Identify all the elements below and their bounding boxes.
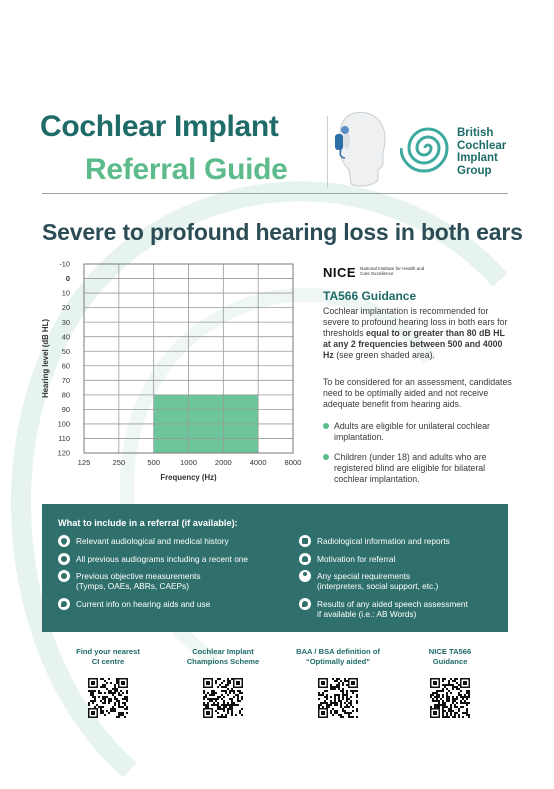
referral-item-subtext: if available (i.e.: AB Words): [317, 609, 417, 620]
y-tick-label: 0: [65, 274, 70, 284]
speech-bubble-icon: [299, 598, 311, 610]
referral-item-text: Relevant audiological and medical history: [76, 536, 229, 546]
guidance-title: TA566 Guidance: [323, 289, 417, 303]
head-with-implant-illustration: [333, 108, 389, 190]
qr-caption-line: CI centre: [91, 656, 125, 666]
y-tick-label: 30: [61, 317, 70, 327]
y-tick-label: 110: [58, 434, 70, 444]
qr-caption-optimally-aided: [288, 647, 388, 666]
lightbulb-icon: [299, 553, 311, 565]
header-divider: [327, 116, 328, 188]
qr-caption-line: Find your nearest: [76, 647, 140, 656]
qr-caption-line: Cochlear Implant: [192, 647, 254, 656]
guidance-text: Cochlear implantation is recommended for severe to profound hearing loss in both ears for thresholds: [323, 306, 508, 339]
y-tick-label: 80: [61, 390, 70, 400]
referral-item-text: Results of any aided speech assessment: [317, 599, 468, 609]
page-subtitle: Severe to profound hearing loss in both ears: [42, 219, 523, 245]
y-tick-label: 90: [61, 404, 70, 414]
y-tick-label: 20: [61, 303, 70, 313]
y-tick-label: 70: [61, 375, 70, 385]
qr-caption-line: Champions Scheme: [186, 656, 260, 666]
header-rule: [42, 193, 508, 194]
bcig-spiral-logo-icon: [400, 120, 456, 176]
logo-line: Implant: [457, 152, 498, 164]
x-tick-label: 125: [77, 458, 91, 467]
bullet-dot-icon: [323, 454, 329, 460]
qr-caption-ci-centre: [58, 647, 158, 666]
bullet-dot-icon: [323, 423, 329, 429]
y-tick-label: 120: [57, 448, 70, 458]
bullet-text: Children (under 18) and adults who are registered blind are eligible for bilateral cochlear implantation.: [334, 452, 487, 485]
referral-item-text: Any special requirements: [317, 571, 411, 581]
ear-icon: [58, 553, 70, 565]
accessibility-icon: [299, 570, 311, 582]
guidance-paragraph-1: [323, 306, 513, 361]
logo-line: British: [457, 127, 494, 139]
qr-caption-line: NICE TA566: [428, 647, 472, 656]
x-tick-label: 500: [147, 458, 161, 467]
title-line-2: Referral Guide: [85, 153, 288, 186]
referral-item-text: All previous audiograms including a recent one: [76, 554, 249, 564]
qr-code-ci-centre[interactable]: [88, 678, 128, 718]
referral-item: [317, 571, 438, 592]
x-axis-label: Frequency (Hz): [160, 473, 217, 482]
logo-line: Cochlear: [457, 139, 507, 152]
y-tick-label: 60: [61, 361, 70, 371]
referral-item-subtext: (Tymps, OAEs, ABRs, CAEPs): [76, 581, 189, 592]
referral-item: [76, 599, 210, 609]
scan-icon: [299, 535, 311, 547]
x-tick-label: 4000: [249, 458, 267, 467]
referral-panel-title: What to include in a referral (if available):: [58, 518, 238, 528]
referral-item: [76, 536, 229, 546]
y-tick-label: -10: [59, 259, 70, 269]
y-tick-label: 40: [61, 332, 70, 342]
qr-caption-champions: [173, 647, 273, 666]
referral-item-subtext: (interpreters, social support, etc.): [317, 581, 439, 592]
nice-logo-subtitle: National Institute for Health and Care Excellence: [360, 266, 425, 277]
qr-code-optimally-aided[interactable]: [318, 678, 358, 718]
bcig-logo-text: [457, 127, 506, 177]
audiogram-chart: [36, 256, 312, 492]
eligibility-bullet: [323, 421, 513, 443]
guidance-bold-text: equal to or greater than 80 dB HL at any 2 frequencies between 500 and 4000 Hz: [323, 328, 505, 361]
qr-caption-nice-guidance: [400, 647, 500, 666]
referral-item: [317, 554, 395, 564]
nice-logo: NICE: [323, 265, 357, 280]
title-line-1: Cochlear Implant: [40, 110, 279, 143]
qr-code-nice-guidance[interactable]: [430, 678, 470, 718]
referral-item-text: Motivation for referral: [317, 554, 396, 564]
qr-caption-line: Guidance: [432, 656, 468, 666]
referral-item: [317, 536, 450, 546]
brain-icon: [58, 570, 70, 582]
x-tick-label: 1000: [180, 458, 197, 467]
referral-item: [76, 554, 248, 564]
referral-item-text: Current info on hearing aids and use: [76, 599, 211, 609]
logo-line: Group: [457, 164, 492, 177]
heart-icon: [58, 535, 70, 547]
y-tick-label: 10: [61, 288, 70, 298]
hearing-aid-icon: [58, 598, 70, 610]
bullet-text: Adults are eligible for unilateral cochlear implantation.: [334, 421, 490, 443]
x-tick-label: 250: [112, 458, 126, 467]
y-tick-label: 100: [57, 419, 70, 429]
referral-item-text: Previous objective measurements: [76, 571, 201, 581]
qr-code-champions[interactable]: [203, 678, 243, 718]
y-axis-label: Hearing level (dB HL): [41, 319, 50, 398]
guidance-paragraph-2: To be considered for an assessment, candidates need to be optimally aided and not receive adequate benefit from hearing aids.: [323, 377, 512, 410]
guidance-text: (see green shaded area).: [333, 350, 435, 361]
x-tick-label: 2000: [214, 458, 232, 467]
referral-item-text: Radiological information and reports: [317, 536, 450, 546]
y-tick-label: 50: [61, 346, 70, 356]
eligibility-bullet: [323, 452, 513, 485]
qr-caption-line: “Optimally aided”: [305, 656, 371, 666]
qr-caption-line: BAA / BSA definition of: [296, 647, 380, 656]
x-tick-label: 8000: [284, 458, 302, 467]
referral-item: [317, 599, 468, 620]
referral-item: [76, 571, 201, 592]
